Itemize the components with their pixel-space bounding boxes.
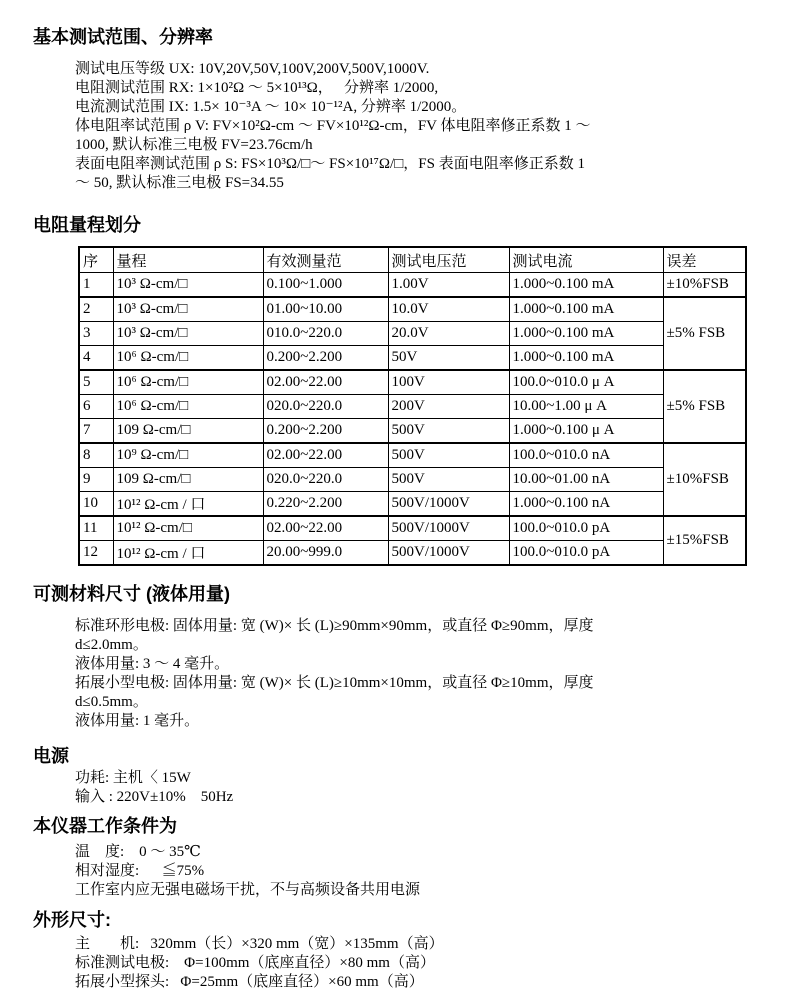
table-cell: 010.0~220.0 [263,322,388,346]
section-title-working-conditions: 本仪器工作条件为 [33,816,177,836]
table-cell: 109 Ω-cm/□ [113,419,263,444]
table-row [79,297,746,322]
table-header-cell: 测试电压范 [388,247,509,273]
text-line: ～ 50, 默认标准三电极 FS=34.55 [75,175,284,191]
table-cell: 20.00~999.0 [263,541,388,566]
table-cell: 2 [79,297,113,322]
text-line: 主 机: 320mm（长）×320 mm（宽）×135mm（高） [75,936,444,952]
table-cell: 500V [388,443,509,468]
power-text [75,769,800,807]
table-cell: 500V/1000V [388,492,509,517]
text-line: 输入 : 220V±10% 50Hz [75,789,234,805]
table-cell: 1.00V [388,273,509,298]
table-cell: 0.200~2.200 [263,346,388,371]
table-cell: 10 [79,492,113,517]
table-cell: 1.000~0.100 mA [509,322,663,346]
table-header-cell: 序 [79,247,113,273]
table-row [79,468,746,492]
section-title-material-size: 可测材料尺寸 (液体用量) [33,584,230,604]
text-line: 表面电阻率测试范围 ρ S: FS×10³Ω/□～ FS×10¹⁷Ω/□，FS 表面电阻率修正系数 1 [75,156,585,172]
section-title-basic-range: 基本测试范围、分辨率 [33,27,213,47]
table-cell: 10¹² Ω-cm / 口 [113,541,263,566]
table-cell: 8 [79,443,113,468]
table-cell: 100V [388,370,509,395]
table-cell: 12 [79,541,113,566]
section-title-power: 电源 [33,746,69,766]
table-cell: 10⁶ Ω-cm/□ [113,346,263,371]
table-row [79,443,746,468]
text-line: 功耗: 主机〈 15W [75,770,191,786]
table-cell: 11 [79,516,113,541]
table-header-cell: 误差 [663,247,746,273]
table-cell: 100.0~010.0 pA [509,516,663,541]
table-cell: 10.00~01.00 nA [509,468,663,492]
table-cell: 3 [79,322,113,346]
text-line: 温 度: 0 ～ 35℃ [75,844,201,860]
table-cell: 10⁶ Ω-cm/□ [113,370,263,395]
table-header-cell: 量程 [113,247,263,273]
basic-range-text [75,60,800,193]
material-size-text [75,617,800,731]
table-cell: 1.000~0.100 mA [509,273,663,298]
table-cell: 100.0~010.0 nA [509,443,663,468]
table-cell: 500V/1000V [388,516,509,541]
text-line: 体电阻率试范围 ρ V: FV×10²Ω-cm ～ FV×10¹²Ω-cm，FV 体电阻率修正系数 1 ～ [75,118,591,134]
table-cell: 10⁶ Ω-cm/□ [113,395,263,419]
table-cell: 02.00~22.00 [263,443,388,468]
table-row [79,541,746,566]
table-body [79,273,746,566]
text-line: d≤2.0mm。 [75,637,148,653]
table-cell: 10¹² Ω-cm / 口 [113,492,263,517]
table-header-row [79,247,746,273]
table-cell: 0.220~2.200 [263,492,388,517]
text-line: 电阻测试范围 RX: 1×10²Ω ～ 5×10¹³Ω， 分辨率 1/2000, [75,80,439,96]
section-title-dimensions: 外形尺寸: [33,910,111,930]
text-line: 测试电压等级 UX: 10V,20V,50V,100V,200V,500V,1000V. [75,61,430,77]
working-conditions-text [75,843,800,900]
table-cell: 0.100~1.000 [263,273,388,298]
text-line: 1000, 默认标准三电极 FV=23.76cm/h [75,137,313,153]
table-row [79,395,746,419]
table-cell: 5 [79,370,113,395]
table-row [79,516,746,541]
table-cell: 10⁹ Ω-cm/□ [113,443,263,468]
text-line: 液体用量: 1 毫升。 [75,713,200,729]
table-header-cell: 测试电流 [509,247,663,273]
table-cell: 1.000~0.100 μ A [509,419,663,444]
error-cell: ±5% FSB [663,370,746,443]
table-cell: 020.0~220.0 [263,468,388,492]
table-cell: 109 Ω-cm/□ [113,468,263,492]
table-cell: 7 [79,419,113,444]
table-cell: 100.0~010.0 pA [509,541,663,566]
table-cell: 02.00~22.00 [263,370,388,395]
table-cell: 10.00~1.00 μ A [509,395,663,419]
table-header-cell: 有效测量范 [263,247,388,273]
table-cell: 4 [79,346,113,371]
table-row [79,419,746,444]
table-row [79,322,746,346]
table-cell: 01.00~10.00 [263,297,388,322]
table-cell: 20.0V [388,322,509,346]
text-line: 相对湿度: ≦75% [75,863,205,879]
table-row [79,273,746,298]
error-cell: ±10%FSB [663,443,746,516]
text-line: 拓展小型探头: Φ=25mm（底座直径）×60 mm（高） [75,974,424,990]
table-cell: 0.200~2.200 [263,419,388,444]
table-cell: 200V [388,395,509,419]
table-cell: 10³ Ω-cm/□ [113,322,263,346]
table-cell: 1.000~0.100 mA [509,346,663,371]
text-line: d≤0.5mm。 [75,694,148,710]
text-line: 工作室内应无强电磁场干扰，不与高频设备共用电源 [75,882,421,898]
table-cell: 02.00~22.00 [263,516,388,541]
table-cell: 10³ Ω-cm/□ [113,273,263,298]
table-cell: 1.000~0.100 mA [509,297,663,322]
table-cell: 1 [79,273,113,298]
table-cell: 50V [388,346,509,371]
text-line: 液体用量: 3 ～ 4 毫升。 [75,656,230,672]
table-cell: 10¹² Ω-cm/□ [113,516,263,541]
section-title-range-table: 电阻量程划分 [33,215,141,235]
table-cell: 1.000~0.100 nA [509,492,663,517]
error-cell: ±10%FSB [663,273,746,298]
error-cell: ±5% FSB [663,297,746,370]
table-cell: 500V/1000V [388,541,509,566]
resistance-range-table [78,246,747,566]
table-cell: 10.0V [388,297,509,322]
table-cell: 500V [388,468,509,492]
text-line: 标准环形电极: 固体用量: 宽 (W)× 长 (L)≥90mm×90mm，或直径 Φ≥90mm，厚度 [75,618,594,634]
error-cell: ±15%FSB [663,516,746,565]
dimensions-text [75,935,800,992]
table-cell: 6 [79,395,113,419]
text-line: 拓展小型电极: 固体用量: 宽 (W)× 长 (L)≥10mm×10mm，或直径 Φ≥10mm，厚度 [75,675,594,691]
table-cell: 10³ Ω-cm/□ [113,297,263,322]
text-line: 标准测试电极: Φ=100mm（底座直径）×80 mm（高） [75,955,435,971]
table-cell: 020.0~220.0 [263,395,388,419]
table-row [79,370,746,395]
table-cell: 500V [388,419,509,444]
table-row [79,346,746,371]
table-cell: 9 [79,468,113,492]
table-cell: 100.0~010.0 μ A [509,370,663,395]
table-row [79,492,746,517]
text-line: 电流测试范围 IX: 1.5× 10⁻³A ～ 10× 10⁻¹²A, 分辨率 1/2000。 [75,99,467,115]
